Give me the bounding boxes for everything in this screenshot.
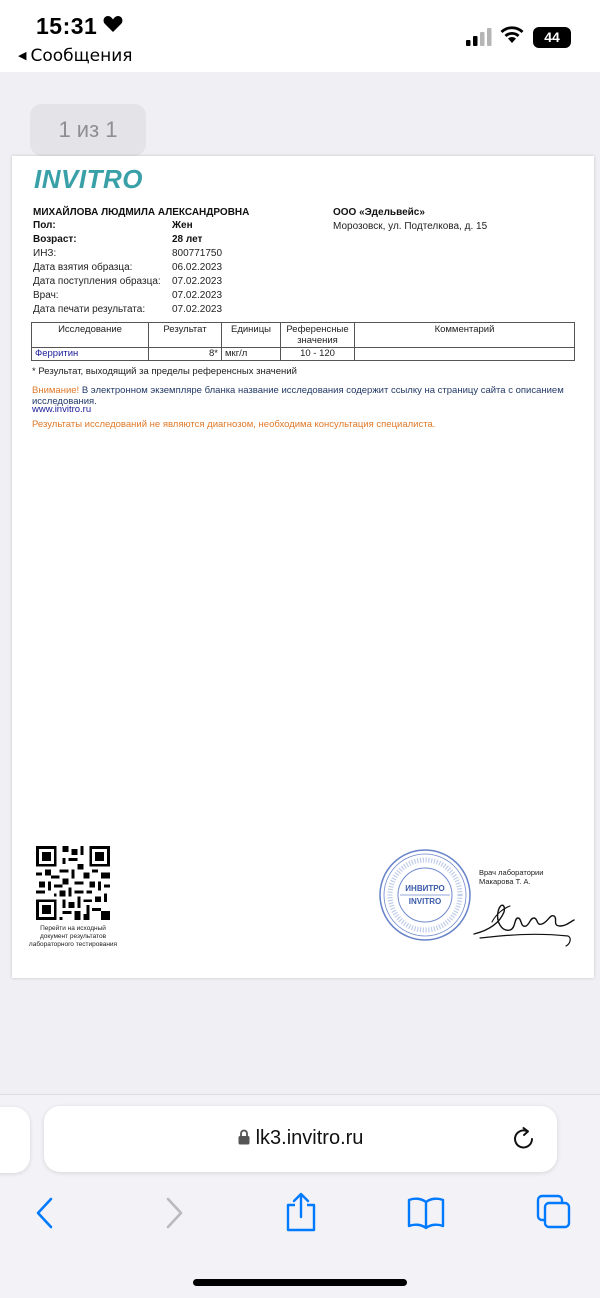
col-header-test: Исследование [32, 323, 149, 348]
page-counter: 1 из 1 [30, 104, 146, 156]
forward-icon[interactable] [161, 1195, 187, 1231]
info-label: Пол: [33, 220, 56, 231]
tabs-icon[interactable] [535, 1193, 573, 1231]
svg-text:INVITRO: INVITRO [408, 897, 442, 906]
info-label: Возраст: [33, 234, 77, 245]
info-label: Дата взятия образца: [33, 262, 133, 273]
lock-icon [238, 1129, 250, 1145]
home-indicator[interactable] [193, 1279, 407, 1286]
doctor-signature-block [479, 868, 543, 886]
heart-icon [103, 15, 123, 33]
info-label: Дата поступления образца: [33, 276, 161, 287]
warning-note [32, 385, 580, 407]
warning-text: В электронном экземпляре бланка название исследования содержит ссылку на страницу сайта с описанием исследования. [32, 385, 564, 407]
invitro-logo: INVITRO [34, 164, 143, 194]
back-to-messages[interactable] [18, 46, 133, 66]
share-icon[interactable] [284, 1191, 318, 1233]
reload-icon[interactable] [511, 1126, 537, 1152]
url-display[interactable] [44, 1127, 557, 1150]
url-text: lk3.invitro.ru [255, 1127, 364, 1149]
doctor-signature [470, 892, 580, 948]
info-label: Врач: [33, 290, 59, 301]
test-reference: 10 - 120 [281, 348, 355, 361]
lab-result-document [12, 156, 594, 978]
qr-caption: Перейти на исходный документ результатов лабораторного тестирования [28, 925, 118, 948]
lab-address: Морозовск, ул. Подтелкова, д. 15 [333, 221, 488, 232]
browser-bottom-bar [0, 1094, 600, 1298]
patient-name: МИХАЙЛОВА ЛЮДМИЛА АЛЕКСАНДРОВНА [33, 207, 250, 218]
info-label: ИНЗ: [33, 248, 57, 259]
col-header-reference: Референсные значения [281, 323, 355, 348]
test-comment [355, 348, 575, 361]
test-name-link[interactable]: Ферритин [32, 348, 149, 361]
back-label: Сообщения [30, 46, 133, 66]
status-bar [0, 0, 600, 72]
svg-text:ИНВИТРО: ИНВИТРО [405, 884, 445, 893]
qr-code[interactable] [36, 846, 110, 920]
address-bar[interactable] [44, 1106, 557, 1172]
website-link[interactable]: www.invitro.ru [32, 404, 92, 415]
col-header-comment: Комментарий [355, 323, 575, 348]
previous-tab-peek[interactable] [0, 1107, 30, 1173]
info-value: 07.02.2023 [172, 276, 223, 287]
results-table [31, 322, 575, 361]
back-icon[interactable] [32, 1195, 58, 1231]
wifi-icon [499, 24, 525, 44]
cellular-signal-icon [466, 28, 492, 46]
info-value: 07.02.2023 [172, 304, 223, 315]
test-result: 8* [149, 348, 222, 361]
disclaimer: Результаты исследований не являются диагнозом, необходима консультация специалиста. [32, 419, 436, 430]
results-header-row [32, 323, 575, 348]
doctor-title: Врач лаборатории [479, 868, 544, 877]
test-units: мкг/л [222, 348, 281, 361]
info-value: 07.02.2023 [172, 290, 223, 301]
out-of-range-footnote: * Результат, выходящий за пределы референсных значений [32, 366, 297, 377]
table-row [32, 348, 575, 361]
col-header-units: Единицы [222, 323, 281, 348]
info-label: Дата печати результата: [33, 304, 146, 315]
status-time: 15:31 [36, 13, 98, 39]
lab-name: ООО «Эдельвейс» [333, 207, 425, 218]
info-value: 800771750 [172, 248, 223, 259]
doctor-name: Макарова Т. А. [479, 877, 531, 886]
info-value: 28 лет [172, 234, 203, 245]
lab-stamp [378, 848, 472, 942]
info-value: 06.02.2023 [172, 262, 223, 273]
battery-indicator: 44 [533, 27, 571, 48]
col-header-result: Результат [149, 323, 222, 348]
bookmarks-icon[interactable] [406, 1195, 446, 1231]
warning-prefix: Внимание! [32, 385, 80, 396]
back-triangle-icon: ◀ [18, 49, 27, 62]
info-value: Жен [172, 220, 193, 231]
